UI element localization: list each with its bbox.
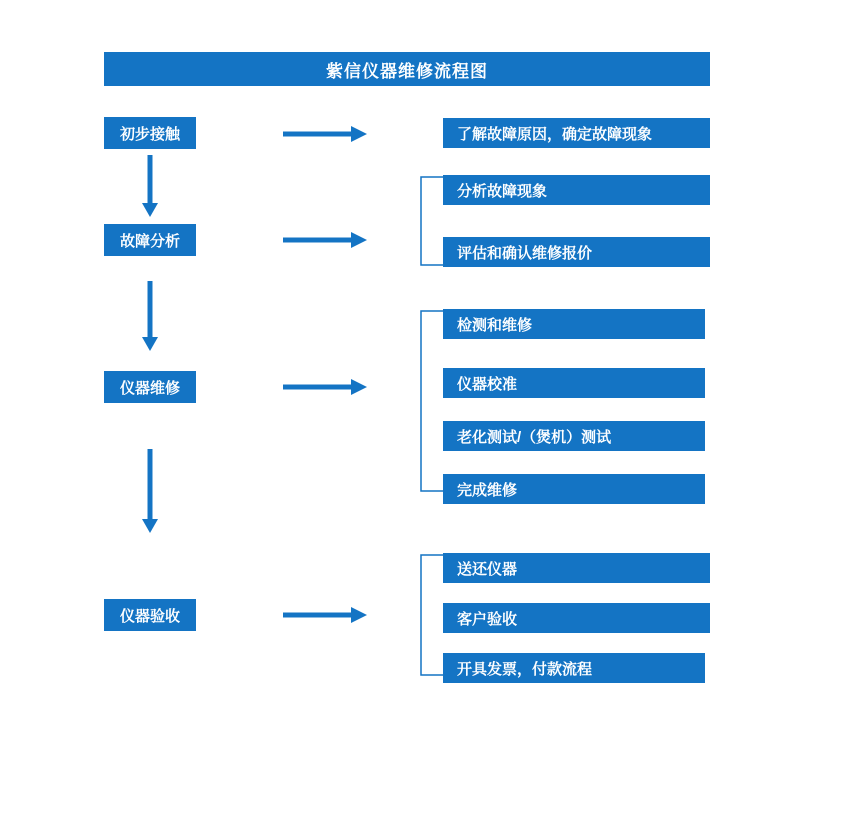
detail-box-2-1: 分析故障现象 [443,175,710,205]
arrow-right-2 [283,232,367,248]
arrow-down-3 [140,449,160,533]
detail-box-3-4: 完成维修 [443,474,705,504]
detail-box-4-3: 开具发票，付款流程 [443,653,705,683]
stage-box-1: 初步接触 [104,117,196,149]
arrow-right-4 [283,607,367,623]
stage-box-3: 仪器维修 [104,371,196,403]
arrow-right-3 [283,379,367,395]
detail-box-1-1: 了解故障原因，确定故障现象 [443,118,710,148]
stage-box-4: 仪器验收 [104,599,196,631]
detail-box-3-2: 仪器校准 [443,368,705,398]
detail-box-3-3: 老化测试/（煲机）测试 [443,421,705,451]
detail-box-4-1: 送还仪器 [443,553,710,583]
detail-box-3-1: 检测和维修 [443,309,705,339]
arrow-down-1 [140,155,160,217]
bracket-2 [418,176,444,266]
bracket-4 [418,554,444,676]
bracket-3 [418,310,444,492]
arrow-down-2 [140,281,160,351]
arrow-right-1 [283,126,367,142]
detail-box-4-2: 客户验收 [443,603,710,633]
stage-box-2: 故障分析 [104,224,196,256]
page-title: 紫信仪器维修流程图 [104,52,710,86]
detail-box-2-2: 评估和确认维修报价 [443,237,710,267]
